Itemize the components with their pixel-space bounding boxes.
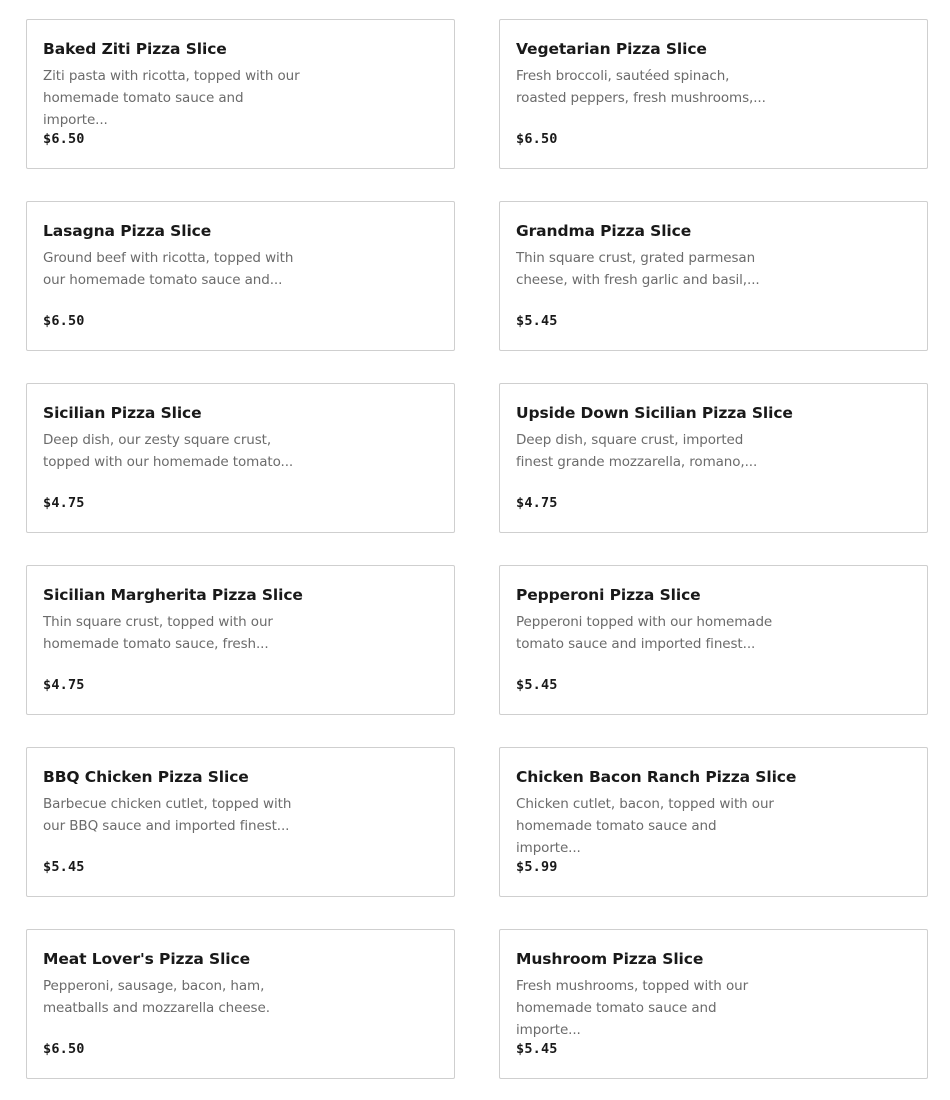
item-name: Sicilian Margherita Pizza Slice bbox=[43, 586, 303, 604]
menu-item-card[interactable] bbox=[26, 19, 455, 169]
menu-item-card[interactable] bbox=[499, 565, 928, 715]
item-description-line: cheese, with fresh garlic and basil,... bbox=[516, 272, 760, 288]
item-name: Mushroom Pizza Slice bbox=[516, 950, 704, 968]
item-description bbox=[516, 429, 778, 473]
item-name: Pepperoni Pizza Slice bbox=[516, 586, 701, 604]
item-description-line: homemade tomato sauce, fresh... bbox=[43, 636, 269, 652]
item-description-line: Fresh mushrooms, topped with our bbox=[516, 978, 749, 994]
item-price: $6.50 bbox=[43, 1041, 85, 1057]
menu-item-card[interactable] bbox=[26, 565, 455, 715]
item-name: Sicilian Pizza Slice bbox=[43, 404, 202, 422]
item-name: Meat Lover's Pizza Slice bbox=[43, 950, 251, 968]
item-description-line: topped with our homemade tomato... bbox=[43, 454, 294, 470]
item-price: $5.99 bbox=[516, 859, 558, 875]
item-description-line: our homemade tomato sauce and... bbox=[43, 272, 283, 288]
item-price: $5.45 bbox=[516, 677, 558, 693]
item-description-line: tomato sauce and imported finest... bbox=[516, 636, 756, 652]
item-description-line: Fresh broccoli, sautéed spinach, bbox=[516, 68, 730, 84]
item-name: Vegetarian Pizza Slice bbox=[516, 40, 707, 58]
item-name: Chicken Bacon Ranch Pizza Slice bbox=[516, 768, 797, 786]
menu-item-card[interactable] bbox=[26, 747, 455, 897]
menu-item-grid bbox=[26, 19, 928, 1079]
item-price: $5.45 bbox=[516, 313, 558, 329]
item-description bbox=[516, 247, 778, 291]
item-description bbox=[43, 429, 305, 473]
item-name: BBQ Chicken Pizza Slice bbox=[43, 768, 249, 786]
item-name: Upside Down Sicilian Pizza Slice bbox=[516, 404, 793, 422]
item-description-line: Chicken cutlet, bacon, topped with our bbox=[516, 796, 774, 812]
menu-item-card[interactable] bbox=[26, 929, 455, 1079]
item-description-line: Deep dish, our zesty square crust, bbox=[43, 432, 272, 448]
item-description-line: Deep dish, square crust, imported bbox=[516, 432, 744, 448]
menu-item-card[interactable] bbox=[499, 929, 928, 1079]
item-price: $5.45 bbox=[516, 1041, 558, 1057]
item-description-line: Pepperoni topped with our homemade bbox=[516, 614, 773, 630]
item-description bbox=[516, 611, 778, 655]
item-name: Lasagna Pizza Slice bbox=[43, 222, 212, 240]
item-description bbox=[516, 793, 778, 856]
item-description-line: homemade tomato sauce and importe... bbox=[43, 90, 244, 128]
item-price: $6.50 bbox=[516, 131, 558, 147]
item-description bbox=[516, 975, 778, 1038]
item-description-line: Thin square crust, topped with our bbox=[43, 614, 273, 630]
item-description-line: Thin square crust, grated parmesan bbox=[516, 250, 756, 266]
item-description-line: Pepperoni, sausage, bacon, ham, bbox=[43, 978, 265, 994]
menu-item-card[interactable] bbox=[26, 201, 455, 351]
menu-item-card[interactable] bbox=[499, 19, 928, 169]
item-description-line: finest grande mozzarella, romano,... bbox=[516, 454, 758, 470]
item-description-line: our BBQ sauce and imported finest... bbox=[43, 818, 290, 834]
menu-item-card[interactable] bbox=[499, 201, 928, 351]
item-description bbox=[43, 247, 305, 291]
item-price: $4.75 bbox=[43, 495, 85, 511]
item-name: Grandma Pizza Slice bbox=[516, 222, 692, 240]
item-price: $6.50 bbox=[43, 131, 85, 147]
item-description-line: roasted peppers, fresh mushrooms,... bbox=[516, 90, 766, 106]
item-description bbox=[43, 611, 305, 655]
item-description bbox=[43, 793, 305, 837]
item-description-line: meatballs and mozzarella cheese. bbox=[43, 1000, 270, 1016]
item-description bbox=[43, 975, 305, 1019]
item-name: Baked Ziti Pizza Slice bbox=[43, 40, 227, 58]
item-description-line: Ziti pasta with ricotta, topped with our bbox=[43, 68, 300, 84]
menu-item-card[interactable] bbox=[26, 383, 455, 533]
menu-item-card[interactable] bbox=[499, 747, 928, 897]
item-price: $5.45 bbox=[43, 859, 85, 875]
item-price: $6.50 bbox=[43, 313, 85, 329]
menu-item-card[interactable] bbox=[499, 383, 928, 533]
item-description-line: Ground beef with ricotta, topped with bbox=[43, 250, 294, 266]
item-price: $4.75 bbox=[43, 677, 85, 693]
item-description bbox=[43, 65, 305, 128]
item-price: $4.75 bbox=[516, 495, 558, 511]
item-description-line: homemade tomato sauce and importe... bbox=[516, 1000, 717, 1038]
item-description-line: homemade tomato sauce and importe... bbox=[516, 818, 717, 856]
item-description-line: Barbecue chicken cutlet, topped with bbox=[43, 796, 292, 812]
item-description bbox=[516, 65, 778, 109]
